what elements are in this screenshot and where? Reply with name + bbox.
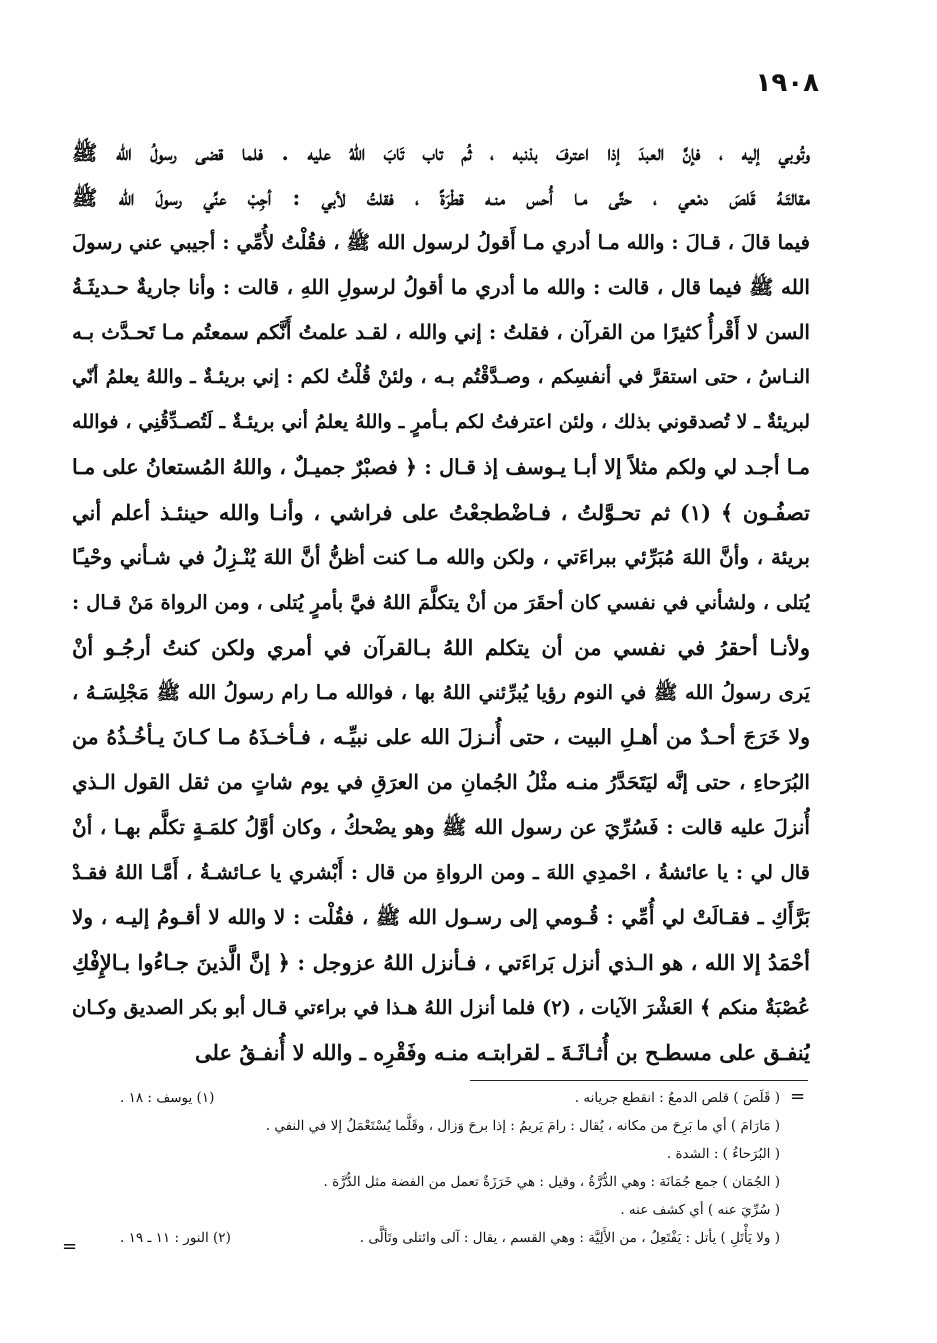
text-line: فيما قالَ ، قـالَ : والله مـا أدري مـا أَقولُ لرسول الله ﷺ ، فقُلْتُ لأُمِّي : أجيبي عني رسولَ <box>72 231 810 254</box>
text-line: البُرَحاءِ ، حتى إنَّه ليَتَحَدَّرُ منـه مثْلُ الجُمانِ من العرَقِ في يوم شاتٍ من ثقل القول الـذي <box>72 770 810 794</box>
text-line: بريئة ، وأنَّ اللهَ مُبَرِّئي ببراءَتي ، ولكن والله مـا كنت أظنُّ أنَّ اللهَ يُنْـزِلُ في شـأني وحْيـًا <box>72 545 810 569</box>
text-line: لبريئةٌ ـ لا تُصدقوني بذلك ، ولئن اعترفتُ لكم بـأمرٍ ـ واللهُ يعلمُ أني بريئـةٌ ـ لَتُصـدِّقُنِي ، فوالله <box>72 411 810 433</box>
footnote-reference: (١) يوسف : ١٨ . <box>120 1090 215 1106</box>
footnote-row <box>120 1084 780 1112</box>
text-line: مـا أجـد لي ولكم مثلاً إلا أبـا يـوسف إذ قـال : ﴿ فصبْرٌ جميـلٌ ، واللهُ المُستعانُ على مـا <box>72 455 810 479</box>
text-line: يُنفـق على مسطـح بن أُثـاثَـةَ ـ لقرابتـه منـه وفَقْرِه ـ والله لا أُنفـقُ على <box>195 1040 810 1065</box>
footnote-row <box>120 1224 780 1252</box>
text-line: عُصْبَةٌ منكم ﴾ العَشْرَ الآيات ، (٢) فلما أنزل اللهُ هـذا في براءتي قـال أبو بكر الصديق وكـان <box>72 996 810 1019</box>
footnote-row <box>120 1112 780 1140</box>
footnote-row <box>120 1140 780 1168</box>
text-line: تصفُـون ﴾ (١) ثم تحـوَّلتُ ، فـاضْطجعْتُ على فراشي ، وأنـا والله حينئـذ أعلم أني <box>72 500 810 525</box>
footnote-gloss: ( قَلَصَ ) قلص الدمعُ : انقطع جريانه . <box>574 1090 780 1106</box>
text-line: قال لي : يا عائشةُ ، احْمدِي اللهَ ـ ومن الرواةِ من قال : أَبْشري يا عـائشـةُ ، أَمَّـا اللهُ فقـدْ <box>72 861 810 884</box>
footnote-row <box>120 1168 780 1196</box>
text-line: الله ﷺ فيما قال ، قالت : والله ما أدري ما أقولُ لرسولِ اللهِ ، قالت : وأنا جاريةٌ حـديثَـةُ <box>72 275 810 299</box>
text-line: ولأنـا أحقرُ في نفسي من أن يتكلم اللهُ بـالقرآن في أمري ولكن كنتُ أرجُـو أنْ <box>72 635 810 660</box>
footnote-gloss: ( الجُمَان ) جمع جُمَانَة : وهي الدُّرَّةُ ، وقيل : هي خَرَزَةٌ تعمل من الفضة مثل الدُّرَّة . <box>323 1174 780 1190</box>
footnote-row <box>120 1196 780 1224</box>
text-line: بَرَّأَكِ ـ فقـالَتْ لي أُمِّي : قُـومي إلى رسـول الله ﷺ ، فقُلْت : لا والله لا أقـومُ إليـه ، ولا <box>72 905 810 929</box>
footnotes <box>120 1084 780 1252</box>
text-line: النـاسُ ، حتى استقرَّ في أنفسِكم ، وصـدَّقْتُم بـه ، ولئنْ قُلْتُ لكم : إني بريئـةٌ ـ واللهُ يعلمُ أنّي <box>72 366 810 388</box>
text-line: يُتلى ، ولشأني في نفسي كان أحقَرَ من أنْ يتكلَّمَ اللهُ فيَّ بأمرٍ يُتلى ، ومن الرواة مَنْ قـال : <box>72 591 810 614</box>
footnote-reference: (٢) النور : ١١ ـ ١٩ . <box>120 1230 231 1246</box>
text-line: وتُوبي إليه ، فإنَّ العبدَ إذا اعترفَ بذنبه ، ثُم تاب تَابَ اللهُ عليه . فلما قضى رسولُ الله ﷺ <box>72 140 810 165</box>
footnote-separator <box>470 1080 808 1081</box>
footnote-gloss: ( ولا يَأْتَلِ ) يأتل : يَفْتَعِلُ ، من الأَلِيَّة : وهي القسم ، يقال : آلى وائتلى وتَألَّى . <box>359 1230 780 1246</box>
continuation-mark-bottom: = <box>62 1236 78 1257</box>
page-number: ١٩٠٨ <box>755 68 819 98</box>
text-line: أحْمَدُ إلا الله ، هو الـذي أنزل بَراءَتي ، فـأنزل اللهُ عزوجل : ﴿ إنَّ الَّذينَ جـاءُوا بـالإِفْكِ <box>72 950 810 975</box>
continuation-mark-top: = <box>790 1086 806 1107</box>
footnote-gloss: ( سُرِّيَ عنه ) أي كشف عنه . <box>620 1202 780 1218</box>
footnote-gloss: ( مَارَامَ ) أي ما بَرِحَ من مكانه ، يُقال : رامَ يَريمُ : إذا برحَ وَزال ، وقَلَّما يُسْتَعْمَلُ إلا في النفي . <box>265 1118 780 1134</box>
text-line: مقالتَـهُ قَلصَ دمْعي ، حتَّى مـا أُحس منـه قطْرَةً ، فقلتُ لأبي : أجِبْ عنِّي رسولَ الله ﷺ <box>72 185 810 210</box>
text-line: ولا خَرَجَ أحـدٌ من أهـلِ البيت ، حتى أُنـزلَ الله على نبيِّـه ، فـأخـذَهُ مـا كـانَ يـأخُـذُهُ من <box>72 725 810 749</box>
footnote-gloss: ( البُرَحاءُ ) : الشدة . <box>666 1146 780 1162</box>
text-line: يَرى رسولُ الله ﷺ في النوم رؤيا يُبرِّئني اللهُ بها ، فوالله مـا رام رسولُ الله ﷺ مَجْلِسَـهُ ، <box>72 681 810 704</box>
main-text <box>72 130 810 1075</box>
text-line: أُنزلَ عليه قالت : فَسُرِّيَ عن رسول الله ﷺ وهو يضْحكُ ، وكان أوَّلُ كلمَـةٍ تكلَّم بهـا ، أنْ <box>72 815 810 839</box>
text-line: السن لا أَقْرأُ كثيرًا من القرآن ، فقلتُ : إني والله ، لقـد علمتُ أَنَّكم سمعتُم مـا تَحـدَّث بـه <box>72 320 810 344</box>
